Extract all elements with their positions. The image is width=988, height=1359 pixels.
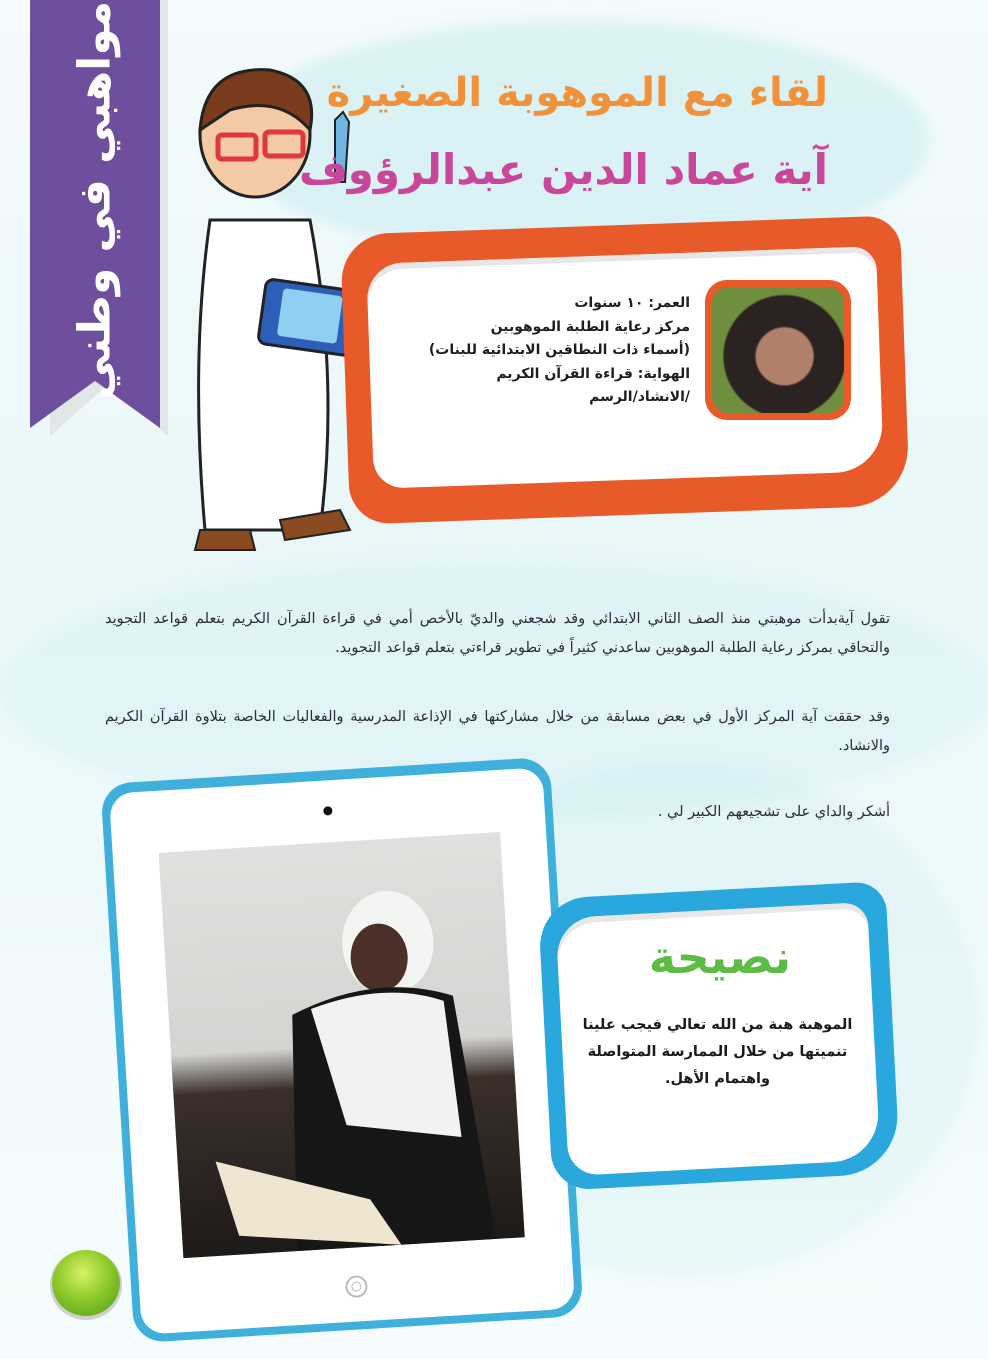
- section-ribbon-label: مواهبي في وطني: [69, 0, 121, 400]
- camera-dot-icon: [323, 806, 333, 816]
- talent-name: آية عماد الدين عبدالرؤوف: [298, 145, 828, 194]
- article-paragraph-2: وقد حققت آية المركز الأول في بعض مسابقة من خلال مشاركتها في الإذاعة المدرسية والفعاليات الخاصة بتلاوة القرآن الكريم والانشاد.: [105, 709, 890, 754]
- profile-hobby: الهواية: قراءة القرآن الكريم: [496, 365, 690, 382]
- girl-portrait-photo-icon: [705, 280, 851, 420]
- profile-info: [429, 292, 690, 410]
- profile-age: العمر: ١٠ سنوات: [574, 295, 690, 311]
- advice-title: نصيحة: [648, 930, 792, 984]
- article-paragraph-3: أشكر والداي على تشجيعهم الكبير لي .: [657, 804, 890, 820]
- page-title: لقاء مع الموهوبة الصغيرة: [326, 70, 828, 116]
- profile-center: مركز رعاية الطلبة الموهوبين: [490, 318, 690, 335]
- girl-reading-quran-photo-icon: [159, 832, 525, 1258]
- home-button-icon: [345, 1275, 368, 1298]
- advice-text: الموهبة هبة من الله تعالي فيجب علينا تنميتها من خلال الممارسة المتواصلة واهتمام الأهل.: [582, 1017, 853, 1087]
- green-ball-icon: [52, 1250, 120, 1316]
- profile-hobby-continued: /الانشاد/الرسم: [589, 389, 690, 405]
- tablet-frame: [100, 757, 583, 1343]
- article-paragraph-1: تقول آيةبدأت موهبتي منذ الصف الثاني الابتدائي وقد شجعني والديّ بالأخص أمي في قراءة القرآن الكريم بتعلم قواعد التجويد والتحاقي بمركز رعاية الطلبة الموهوبين ساعدني كثيراً في تطوير قراءتي بتعلم قواعد التجويد.: [105, 611, 890, 656]
- profile-school: (أسماء ذات النطاقين الابتدائية للبنات): [428, 342, 690, 358]
